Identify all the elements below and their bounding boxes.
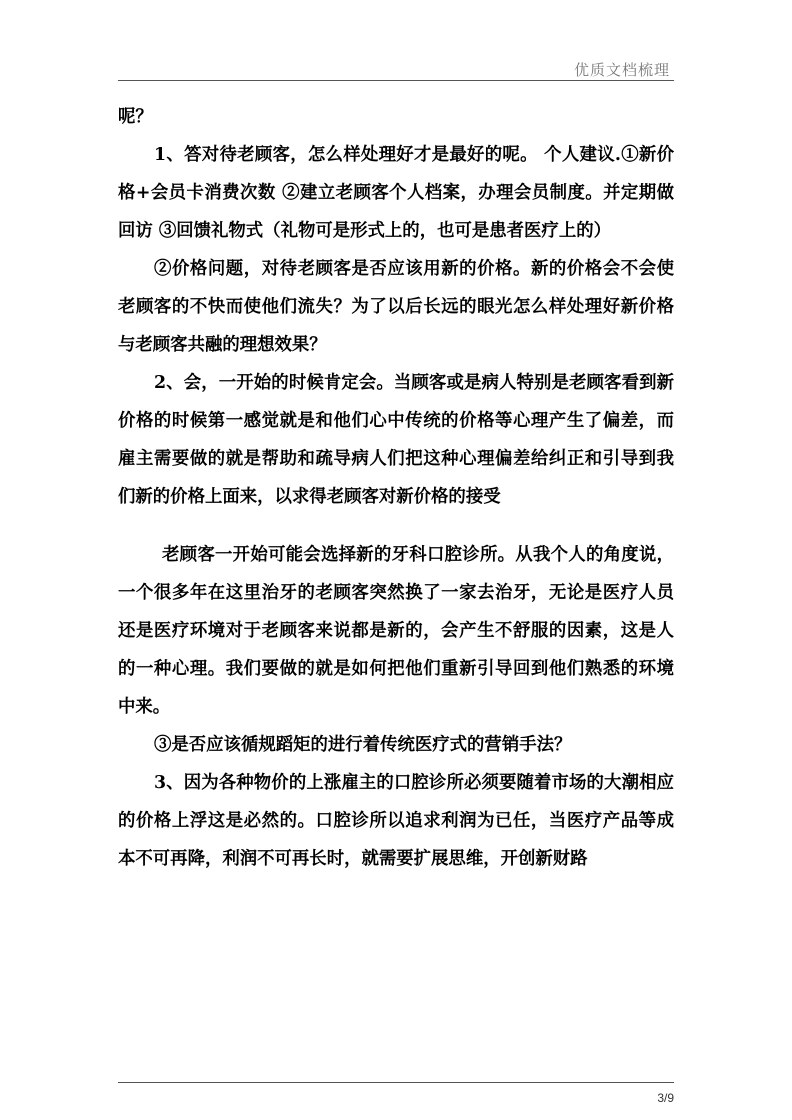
paragraph-answer-2: 2、会，一开始的时候肯定会。当顾客或是病人特别是老顾客看到新价格的时候第一感觉就是和他们心中传统的价格等心理产生了偏差，而雇主需要做的就是帮助和疏导病人们把这种心理偏差给纠正和引导到我们新的价格上面来，以求得老顾客对新价格的接受	[118, 373, 674, 507]
paragraph-answer-3: 3、因为各种物价的上涨雇主的口腔诊所必须要随着市场的大潮相应的价格上浮这是必然的。口腔诊所以追求利润为已任，当医疗产品等成本不可再降，利润不可再长时，就需要扩展思维，开创新财路	[118, 773, 674, 869]
paragraph-continuation: 呢？	[118, 107, 153, 127]
paragraph-old-customers: 老顾客一开始可能会选择新的牙科口腔诊所。从我个人的角度说，一个很多年在这里治牙的老顾客突然换了一家去治牙，无论是医疗人员还是医疗环境对于老顾客来说都是新的，会产生不舒服的因素，这是人的一种心理。我们要做的就是如何把他们重新引导回到他们熟悉的环境中来。	[118, 545, 674, 717]
header-divider	[118, 80, 674, 81]
paragraph-answer-1: 1、答对待老顾客，怎么样处理好才是最好的呢。 个人建议.①新价格+会员卡消费次数 ②建立老顾客个人档案，办理会员制度。并定期做回访 ③回馈礼物式（礼物可是形式上的，也可是患者医疗上的）	[118, 145, 674, 241]
paragraph-question-3: ③是否应该循规蹈矩的进行着传统医疗式的营销手法？	[154, 735, 572, 755]
document-header-title: 优质文档梳理	[573, 61, 670, 79]
paragraph-question-2: ②价格问题，对待老顾客是否应该用新的价格。新的价格会不会使老顾客的不快而使他们流失？为了以后长远的眼光怎么样处理好新价格与老顾客共融的理想效果？	[118, 259, 674, 355]
document-body	[118, 98, 674, 878]
page-number: 3/9	[657, 1091, 674, 1105]
footer-divider	[118, 1082, 674, 1083]
